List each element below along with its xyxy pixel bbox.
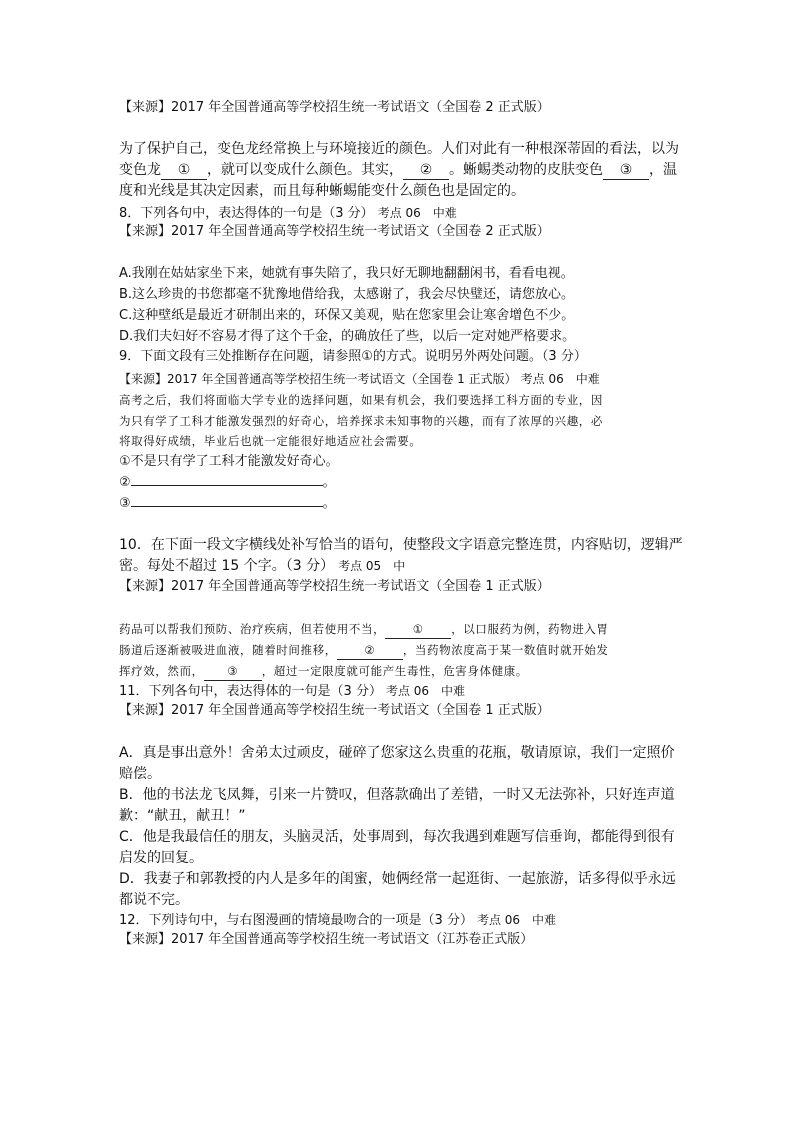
passage-text: ，当药物浓度高于某一数值时就开始发 <box>402 643 609 657</box>
question-title <box>119 556 405 576</box>
answer-line-3 <box>119 494 336 514</box>
question-11-title: 11．下列各句中，表达得体的一句是（3 分） <box>119 684 382 699</box>
question-9-title: 9．下面文段有三处推断存在问题，请参照①的方式。说明另外两处问题。（3 分） <box>119 349 587 364</box>
question-title <box>119 910 556 931</box>
option-c: C．他是我最信任的朋友，头脑灵活，处事周到，每次我遇到难题写信垂询，都能得到很有 <box>119 829 675 845</box>
question-10-title: 10．在下面一段文字横线处补写恰当的语句，使整段文字语意完整连贯，内容贴切，逻辑严 <box>119 537 683 553</box>
source-line: 【来源】2017 年全国普通高等学校招生统一考试语文（全国卷 2 正式版） <box>119 224 550 239</box>
question-12-title: 12．下列诗句中，与右图漫画的情境最吻合的一项是（3 分） <box>119 913 473 928</box>
blank-2: ② <box>337 642 403 660</box>
passage-line: 高考之后，我们将面临大学专业的选择问题，如果有机会，我们要选择工科方面的专业，因 <box>119 393 603 407</box>
option-c: C.这种壁纸是最近才研制出来的，环保又美观，贴在您家里会让寒舍增色不少。 <box>119 308 575 323</box>
passage-text: 。蜥蜴类动物的皮肤变色 <box>449 162 603 178</box>
difficulty-tag: 考点 06 中难 <box>385 684 466 698</box>
passage-text: 变色龙 <box>119 162 161 178</box>
option-b: B．他的书法龙飞凤舞，引来一片赞叹，但落款确出了差错，一时又无法弥补，只好连声道 <box>119 787 675 803</box>
blank-1: ① <box>385 621 451 639</box>
source-line: 【来源】2017 年全国普通高等学校招生统一考试语文（全国卷 1 正式版） <box>119 579 550 594</box>
answer-blank[interactable] <box>131 485 323 486</box>
option-d: D.我们夫妇好不容易才得了这个千金，的确放任了些，以后一定对她严格要求。 <box>119 329 576 344</box>
passage-text: 药品可以帮我们预防、治疗疾病，但若使用不当， <box>119 622 386 636</box>
option-c-cont: 启发的回复。 <box>119 850 203 866</box>
source-line: 【来源】2017 年全国普通高等学校招生统一考试语文（全国卷 2 正式版） <box>119 100 550 115</box>
answer-blank[interactable] <box>131 506 323 507</box>
blank-1: ① <box>161 162 207 180</box>
blank-2: ② <box>403 162 449 180</box>
answer-example: ①不是只有学了工科才能激发好奇心。 <box>119 454 339 469</box>
difficulty-tag: 考点 06 中难 <box>377 206 457 220</box>
question-8-title: 8．下列各句中，表达得体的一句是（3 分） <box>119 206 374 221</box>
passage-line: 度和光线是其决定因素，而且每种蜥蜴能变什么颜色也是固定的。 <box>119 183 525 199</box>
passage-text: ，就可以变成什么颜色。其实， <box>207 162 403 178</box>
source-text: 【来源】2017 年全国普通高等学校招生统一考试语文（全国卷 1 正式版） <box>119 372 517 386</box>
source-line <box>119 369 600 389</box>
blank-3: ③ <box>603 162 649 180</box>
passage-line: 为了保护自己，变色龙经常换上与环境接近的颜色。人们对此有一种根深蒂固的看法，以为 <box>119 141 679 157</box>
passage-line <box>119 619 609 639</box>
answer-dot: 。 <box>322 496 336 511</box>
answer-dot: 。 <box>322 475 336 490</box>
option-d-cont: 都说不完。 <box>119 892 189 908</box>
option-a: A．真是事出意外！舍弟太过顽皮，碰碎了您家这么贵重的花瓶，敬请原谅，我们一定照价 <box>119 745 675 761</box>
source-line: 【来源】2017 年全国普通高等学校招生统一考试语文（江苏卷正式版） <box>119 932 534 947</box>
passage-line: 为只有学了工科才能激发强烈的好奇心，培养探求未知事物的兴趣，而有了浓厚的兴趣，必 <box>119 414 603 428</box>
option-a: A.我刚在姑姑家坐下来，她就有事失陪了，我只好无聊地翻翻闲书，看看电视。 <box>119 266 574 281</box>
answer-marker: ③ <box>119 496 131 511</box>
blank-3: ③ <box>204 663 262 681</box>
question-10-title-cont: 密。每处不超过 15 个字。（3 分） <box>119 558 335 574</box>
difficulty-tag: 考点 05 中 <box>338 559 406 573</box>
source-line: 【来源】2017 年全国普通高等学校招生统一考试语文（全国卷 1 正式版） <box>119 703 550 718</box>
passage-line <box>119 661 528 681</box>
option-d: D．我妻子和郭教授的内人是多年的闺蜜，她俩经常一起逛街、一起旅游，话多得似乎永远 <box>119 871 676 887</box>
option-b: B.这么珍贵的书您都毫不犹豫地借给我，太感谢了，我会尽快璧还，请您放心。 <box>119 287 575 302</box>
option-a-cont: 赔偿。 <box>119 766 161 782</box>
passage-text: 挥疗效，然而， <box>119 664 204 678</box>
passage-text: ，温 <box>649 162 677 178</box>
difficulty-tag: 考点 06 中难 <box>476 913 557 927</box>
passage-text: 肠道后逐渐被吸进血液，随着时间推移， <box>119 643 337 657</box>
question-title <box>119 681 465 702</box>
passage-text: ，以口服药为例，药物进入胃 <box>451 622 609 636</box>
passage-text: ，超过一定限度就可能产生毒性，危害身体健康。 <box>261 664 528 678</box>
question-title <box>119 203 457 224</box>
answer-line-2 <box>119 473 336 493</box>
difficulty-tag: 考点 06 中难 <box>520 372 600 386</box>
answer-marker: ② <box>119 475 131 490</box>
passage-line <box>119 640 609 660</box>
passage-line: 将取得好成绩，毕业后也就一定能很好地适应社会需要。 <box>119 434 422 448</box>
passage-line <box>119 160 677 180</box>
option-b-cont: 歉：“献丑，献丑！” <box>119 808 246 824</box>
